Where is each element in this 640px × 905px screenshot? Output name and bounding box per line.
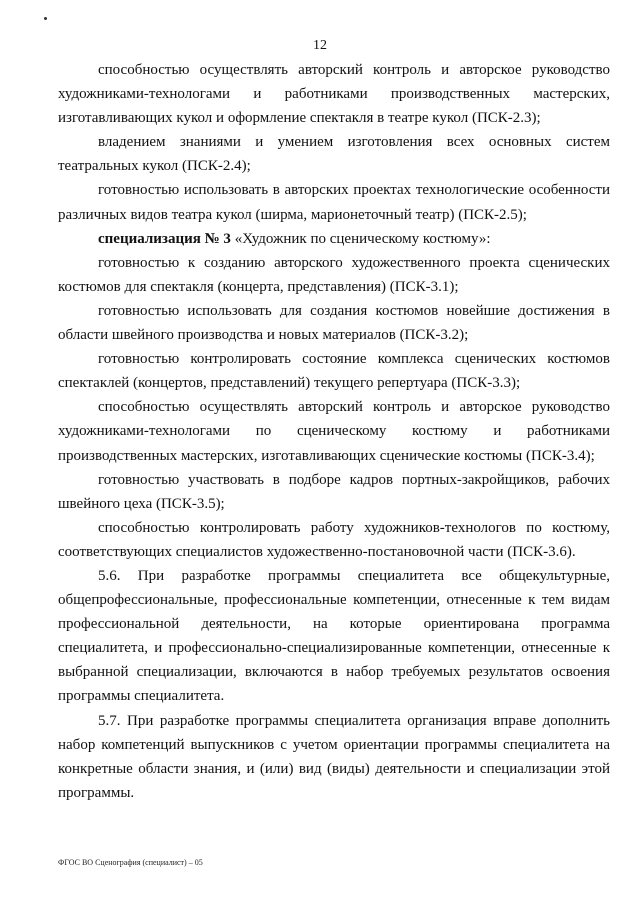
paragraph-psk-3-2: готовностью использовать для создания костюмов новейшие достижения в области швейного производства и новых материалов (ПСК-3.2); <box>58 302 610 344</box>
specialization-title: «Художник по сценическому костюму»: <box>230 230 491 247</box>
paragraph-psk-3-5: готовностью участвовать в подборе кадров портных-закройщиков, рабочих швейного цеха (ПСК-3.5); <box>58 471 610 512</box>
paragraph-psk-3-6: способностью контролировать работу художников-технологов по костюму, соответствующих специалистов художественно-постановочной части (ПСК-3.6). <box>58 519 610 560</box>
page-number: 12 <box>313 38 327 53</box>
paragraph-psk-2-4: владением знаниями и умением изготовления всех основных систем театральных кукол (ПСК-2.4); <box>58 134 610 175</box>
paragraph-psk-3-3: готовностью контролировать состояние комплекса сценических костюмов спектаклей (концертов, представлений) текущего репертуара (ПСК-3.3); <box>58 351 610 392</box>
paragraph-psk-2-5: готовностью использовать в авторских проектах технологические особенности различных видов театра кукол (ширма, марионеточный театр) (ПСК-2.5); <box>58 182 610 223</box>
page-footer: ФГОС ВО Сценография (специалист) – 05 <box>58 858 203 867</box>
scan-speck <box>44 17 47 20</box>
paragraph-psk-3-4: способностью осуществлять авторский контроль и авторское руководство художниками-технологами по сценическому костюму и работниками производственных мастерских, изготавливающих сценические костюмы (ПСК-3.4); <box>58 399 610 464</box>
body-text <box>58 58 610 805</box>
paragraph-psk-2-3: способностью осуществлять авторский контроль и авторское руководство художниками-технологами и работниками производственных мастерских, изготавливающих кукол и оформление спектакля в театре кукол (ПСК-2.3); <box>58 62 610 127</box>
paragraph-psk-3-1: готовностью к созданию авторского художественного проекта сценических костюмов для спектакля (концерта, представления) (ПСК-3.1); <box>58 254 610 295</box>
paragraph-5-6: 5.6. При разработке программы специалитета все общекультурные, общепрофессиональные, профессиональные компетенции, отнесенные к тем видам профессиональной деятельности, на которые ориентирована программа специалитета, и профессионально-специализированные компетенции, отнесенные к выбранной специализации, включаются в набор требуемых результатов освоения программы специалитета. <box>58 567 610 705</box>
specialization-3-heading <box>58 227 610 251</box>
paragraph-5-7: 5.7. При разработке программы специалитета организация вправе дополнить набор компетенций выпускников с учетом ориентации программы специалитета на конкретные области знания, и (или) вид (виды) деятельности и специализации этой программы. <box>58 712 610 801</box>
specialization-label: специализация № 3 <box>98 230 231 247</box>
